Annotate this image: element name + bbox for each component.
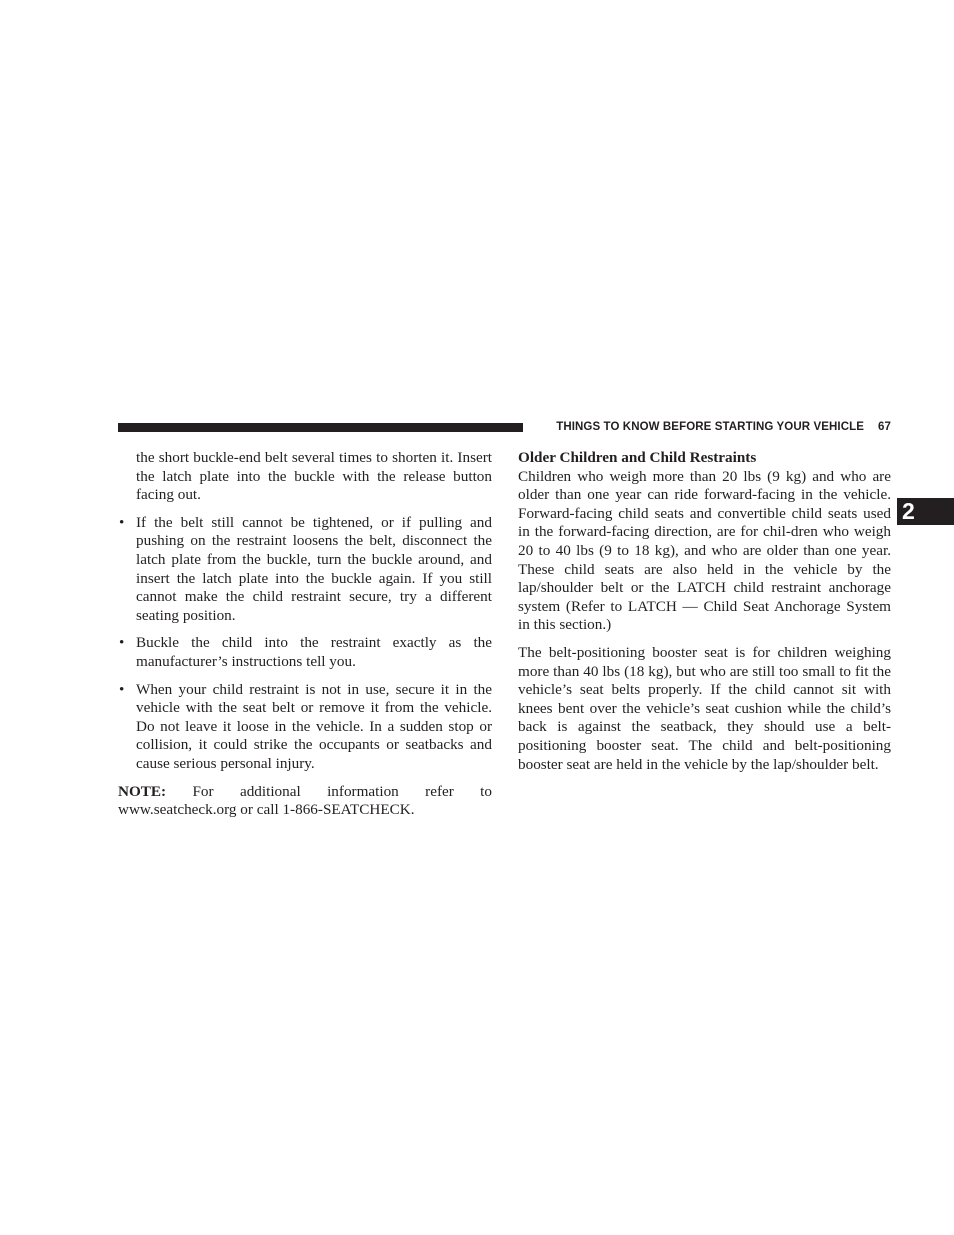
running-header <box>533 420 891 435</box>
note-text: For additional information refer to <box>192 782 492 800</box>
bullet-item <box>118 634 492 671</box>
chapter-tab: 2 <box>897 498 954 525</box>
note-label: NOTE: <box>118 782 167 800</box>
bullet-icon: • <box>119 680 125 698</box>
section-title: THINGS TO KNOW BEFORE STARTING YOUR VEHICLE <box>556 421 864 433</box>
note-line-1 <box>118 783 492 802</box>
bullet-text: When your child restraint is not in use, secure it in the vehicle with the seat belt or remove it from the vehicle. Do not leave it loose in the vehicle. In a sudden stop or collision, it could strike the occupants or seatbacks and cause serious personal injury. <box>136 680 492 772</box>
bullet-icon: • <box>119 513 125 531</box>
page-number: 67 <box>878 421 891 433</box>
bullet-item <box>118 681 492 774</box>
bullet-text: Buckle the child into the restraint exactly as the manufacturer’s instructions tell you. <box>136 634 492 670</box>
bullet-text: If the belt still cannot be tightened, or if pulling and pushing on the restraint loosens the belt, disconnect the latch plate from the buckle, turn the buckle around, and insert the latch plate into the buckle again. If you still cannot make the child restraint secure, try a different seating position. <box>136 513 492 624</box>
body-paragraph: Children who weigh more than 20 lbs (9 kg) and who are older than one year can ride forward-facing in the vehicle. Forward-facing child seats and convertible child seats used in the forward-facing direction, are for chil-dren who weigh 20 to 40 lbs (9 to 18 kg), and who are older than one year. These child seats are also held in the vehicle by the lap/shoulder belt or the LATCH child restraint anchorage system (Refer to LATCH — Child Seat Anchorage System in this section.) <box>518 467 891 634</box>
header-rule <box>118 423 523 432</box>
bullet-icon: • <box>119 634 125 652</box>
note <box>118 783 492 820</box>
section-heading: Older Children and Child Restraints <box>518 449 757 466</box>
continuation-paragraph: the short buckle-end belt several times to shorten it. Insert the latch plate into the buckle with the release button facing out. <box>136 449 492 504</box>
left-column <box>118 449 492 820</box>
right-column <box>518 449 891 783</box>
note-line-2: www.seatcheck.org or call 1-866-SEATCHECK. <box>118 801 415 819</box>
bullet-item <box>118 514 492 626</box>
body-paragraph: The belt-positioning booster seat is for children weighing more than 40 lbs (18 kg), but who are still too small to fit the vehicle’s seat belts properly. If the child cannot sit with knees bent over the vehicle’s seat cushion while the child’s back is against the seatback, they should use a belt-positioning booster seat. The child and belt-positioning booster seat are held in the vehicle by the lap/shoulder belt. <box>518 643 891 773</box>
